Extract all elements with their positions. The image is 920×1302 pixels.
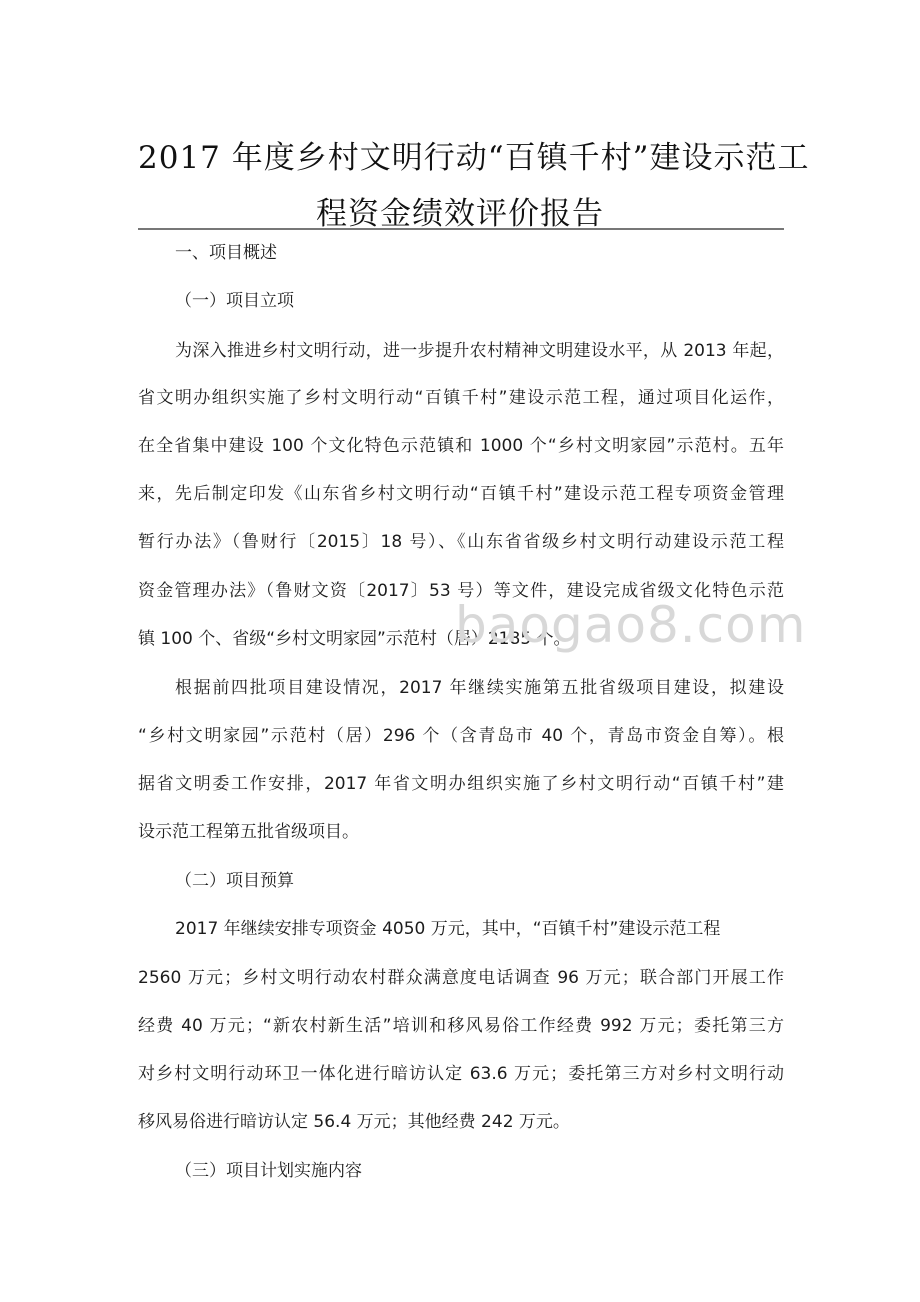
subsection-heading-project-budget: （二）项目预算 — [175, 871, 294, 891]
paragraph-line: 暂行办法》（鲁财行〔2015〕18 号）、《山东省省级乡村文明行动建设示范工程 — [138, 532, 784, 552]
document-title-line-1: 2017 年度乡村文明行动“百镇千村”建设示范工 — [138, 140, 810, 176]
document-title-line-2: 程资金绩效评价报告 — [316, 196, 604, 232]
paragraph-line: 镇 100 个、省级“乡村文明家园”示范村（居）2185 个。 — [138, 629, 571, 649]
paragraph-line: 2017 年继续安排专项资金 4050 万元，其中，“百镇千村”建设示范工程 — [175, 919, 721, 939]
paragraph-line: 省文明办组织实施了乡村文明行动“百镇千村”建设示范工程，通过项目化运作， — [138, 388, 784, 408]
title-underline-divider — [138, 228, 784, 230]
paragraph-line: 来，先后制定印发《山东省乡村文明行动“百镇千村”建设示范工程专项资金管理 — [138, 484, 784, 504]
paragraph-line: 经费 40 万元；“新农村新生活”培训和移风易俗工作经费 992 万元；委托第三方 — [138, 1016, 784, 1036]
paragraph-line: 2560 万元；乡村文明行动农村群众满意度电话调查 96 万元；联合部门开展工作 — [138, 968, 784, 988]
paragraph-line: 根据前四批项目建设情况，2017 年继续实施第五批省级项目建设，拟建设 — [175, 678, 784, 698]
paragraph-line: 设示范工程第五批省级项目。 — [138, 822, 359, 842]
subsection-heading-planned-content: （三）项目计划实施内容 — [175, 1161, 362, 1181]
subsection-heading-project-establishment: （一）项目立项 — [175, 291, 294, 311]
section-heading-project-overview: 一、项目概述 — [175, 243, 277, 263]
paragraph-line: “乡村文明家园”示范村（居）296 个（含青岛市 40 个，青岛市资金自筹）。根 — [138, 726, 784, 746]
paragraph-line: 对乡村文明行动环卫一体化进行暗访认定 63.6 万元；委托第三方对乡村文明行动 — [138, 1064, 784, 1084]
paragraph-line: 为深入推进乡村文明行动，进一步提升农村精神文明建设水平，从 2013 年起， — [175, 341, 784, 361]
watermark-text: baogao8.com — [455, 596, 807, 654]
paragraph-line: 在全省集中建设 100 个文化特色示范镇和 1000 个“乡村文明家园”示范村。五年 — [138, 436, 784, 456]
paragraph-line: 移风易俗进行暗访认定 56.4 万元；其他经费 242 万元。 — [138, 1112, 570, 1132]
paragraph-line: 据省文明委工作安排，2017 年省文明办组织实施了乡村文明行动“百镇千村”建 — [138, 774, 784, 794]
paragraph-line: 资金管理办法》（鲁财文资〔2017〕53 号）等文件，建设完成省级文化特色示范 — [138, 581, 784, 601]
